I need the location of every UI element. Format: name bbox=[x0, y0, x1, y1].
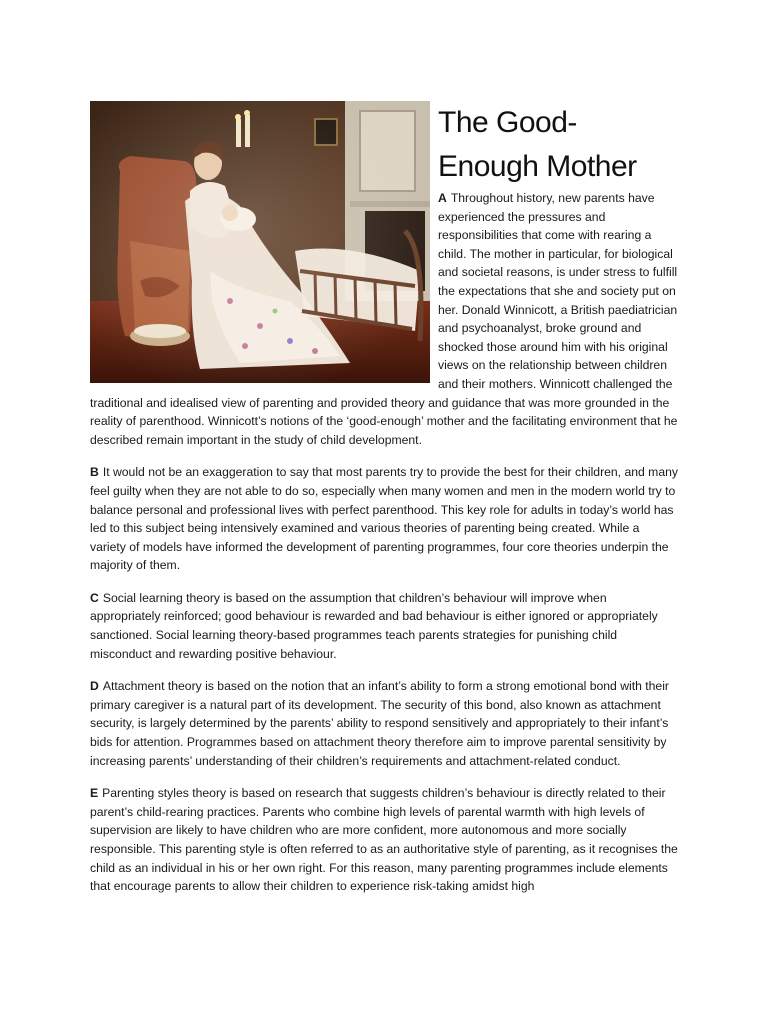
paragraph-text: Social learning theory is based on the assumption that children’s behaviour will improve when appropriately reinforced; good behaviour is rewarded and bad behaviour is either ignored or appropriately sanctioned. Social learning theory-based programmes teach parents strategies for punishing child misconduct and rewarding positive behaviour. bbox=[90, 590, 658, 661]
paragraph-text: Attachment theory is based on the notion that an infant’s ability to form a strong emotional bond with their primary caregiver is a natural part of its development. The security of this bond, also known as attachment security, is largely determined by the parents’ ability to respond sensitively and appropriately to their infant’s bids for attention. Programmes based on attachment theory therefore aim to improve parental sensitivity by increasing parents’ understanding of their children’s requirements and attachment-related conduct. bbox=[90, 679, 669, 768]
paragraph-letter: E bbox=[90, 786, 99, 801]
paragraph-letter: A bbox=[438, 191, 447, 205]
paragraph-e bbox=[90, 784, 678, 896]
paragraph-text: It would not be an exaggeration to say that most parents try to provide the best for their children, and many feel guilty when they are not able to do so, especially when many women and men in the modern world try to balance personal and professional lives with perfect parenthood. This key role for adults in today’s world has led to this subject being intensively examined and various theories of parenting being created. While a variety of models have informed the development of parenting programmes, four core theories underpin the majority of them. bbox=[90, 465, 678, 573]
title-line-2: Enough Mother bbox=[438, 150, 637, 183]
paragraph-b bbox=[90, 463, 678, 575]
article bbox=[90, 101, 678, 910]
paragraph-d bbox=[90, 677, 678, 770]
title-line-1: The Good- bbox=[438, 106, 577, 139]
paragraph-c bbox=[90, 589, 678, 663]
paragraph-text: Throughout history, new parents have experienced the pressures and responsibilities that come with rearing a child. The mother in particular, for biological and societal reasons, is under stress to fulfill the expectations that she and society put on her. Donald Winnicott, a British paediatrician and psychoanalyst, broke ground and shocked those around him with his original views on the relationship between children and their mothers. Winnicott challenged the traditional and idealised view of parenting and provided theory and guidance that was more grounded in the reality of parenthood. Winnicott’s notions of the ‘good-enough’ mother and the facilitating environment that he described remain important in the study of child development. bbox=[90, 191, 678, 447]
paragraph-text: Parenting styles theory is based on research that suggests children’s behaviour is directly related to their parent’s child-rearing practices. Parents who combine high levels of parental warmth with high levels of supervision are likely to have children who are more confident, more autonomous and more socially responsible. This parenting style is often referred to as an authoritative style of parenting, as it recognises the child as an individual in his or her own right. For this reason, many parenting programmes include elements that encourage parents to allow their children to experience risk-taking amidst high bbox=[90, 786, 678, 894]
paragraph-letter: B bbox=[90, 465, 99, 480]
mother-nursing-painting bbox=[90, 101, 430, 383]
paragraph-letter: D bbox=[90, 679, 99, 694]
paragraph-letter: C bbox=[90, 590, 99, 605]
